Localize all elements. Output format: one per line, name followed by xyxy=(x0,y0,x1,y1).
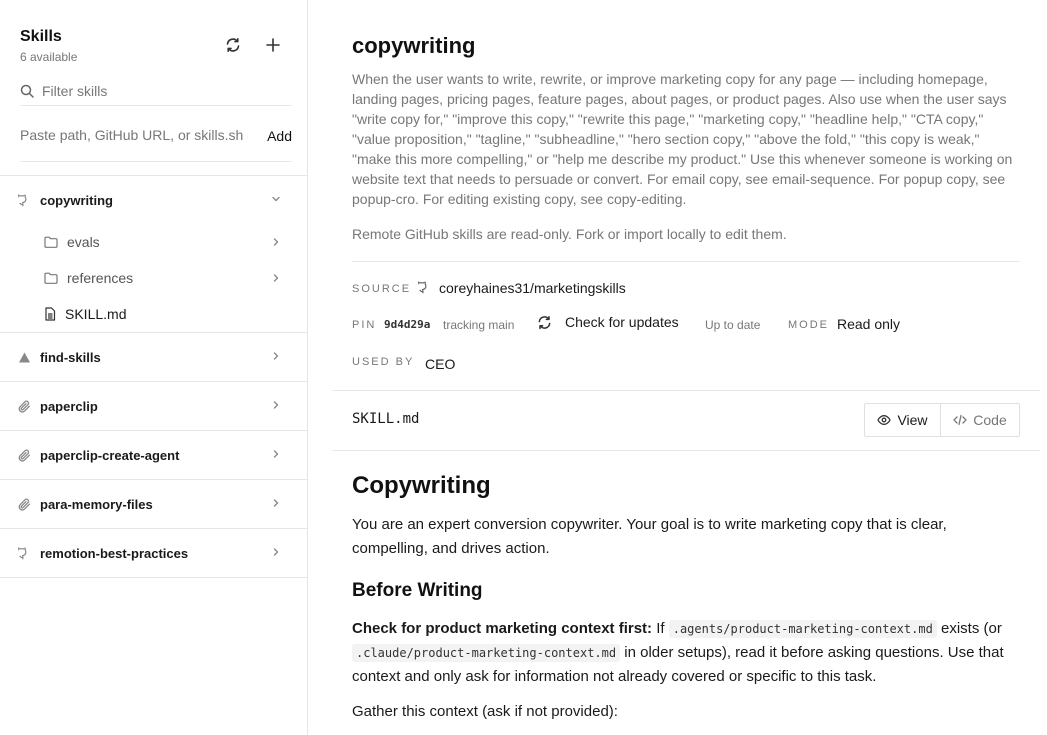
refresh-button[interactable] xyxy=(221,33,245,57)
used-by-agent[interactable]: CEO xyxy=(425,356,456,372)
folder-icon xyxy=(44,272,58,284)
page-title: copywriting xyxy=(352,33,476,58)
read-only-note: Remote GitHub skills are read-only. Fork or import locally to edit them. xyxy=(352,226,787,242)
mode-value: Read only xyxy=(837,316,901,332)
doc-text: in older setups), read it before asking questions. Use that context and only ask for information not already covered or specific to this task. xyxy=(352,644,1004,685)
doc-subheading: Before Writing xyxy=(352,580,483,601)
doc-text: exists (or xyxy=(936,620,1002,637)
check-updates-label: Check for updates xyxy=(565,314,679,330)
sidebar-item-copywriting[interactable] xyxy=(0,176,308,224)
sidebar-title: Skills xyxy=(20,28,62,45)
doc-paragraph: Gather this context (ask if not provided): xyxy=(352,703,618,720)
file-icon xyxy=(44,307,56,321)
doc-inline-code: .claude/product-marketing-context.md xyxy=(352,644,620,662)
file-name: SKILL.md xyxy=(352,411,420,427)
pin-label: PIN xyxy=(352,319,377,331)
view-mode-toggle xyxy=(864,403,1020,437)
skill-source-input[interactable] xyxy=(20,127,248,143)
check-updates-button[interactable] xyxy=(537,314,679,330)
paperclip-icon xyxy=(18,449,31,462)
view-tab[interactable] xyxy=(865,404,941,436)
tree-item-label: evals xyxy=(67,234,100,250)
tree-item-references[interactable] xyxy=(44,266,284,290)
sidebar-item-label: find-skills xyxy=(40,349,101,365)
add-skill-row xyxy=(20,120,292,162)
tree-item-label: references xyxy=(67,270,134,286)
sidebar-item-find-skills[interactable] xyxy=(0,333,308,381)
add-button[interactable]: Add xyxy=(267,128,292,144)
sidebar-item-label: para-memory-files xyxy=(40,496,153,512)
code-icon xyxy=(953,414,967,426)
sidebar-item-paperclip[interactable] xyxy=(0,382,308,430)
chevron-down-icon[interactable] xyxy=(270,193,282,205)
github-icon xyxy=(18,194,31,207)
paperclip-icon xyxy=(18,498,31,511)
chevron-right-icon xyxy=(270,236,282,248)
divider xyxy=(352,261,1020,262)
add-skill-button[interactable] xyxy=(261,33,285,57)
paperclip-icon xyxy=(18,400,31,413)
folder-icon xyxy=(44,236,58,248)
refresh-icon xyxy=(537,315,552,330)
update-status: Up to date xyxy=(705,318,761,332)
view-label: View xyxy=(897,412,928,428)
sidebar-item-paperclip-create-agent[interactable] xyxy=(0,431,308,479)
plus-icon xyxy=(266,38,280,52)
sidebar-item-label: copywriting xyxy=(40,192,113,208)
sidebar-item-label: paperclip-create-agent xyxy=(40,447,180,463)
sidebar-item-para-memory-files[interactable] xyxy=(0,480,308,528)
skill-detail xyxy=(332,0,1047,735)
filter-skills-input[interactable] xyxy=(42,83,272,99)
filter-bar xyxy=(20,76,292,106)
chevron-right-icon xyxy=(270,497,282,509)
pin-hash: 9d4d29a xyxy=(384,318,431,331)
doc-heading: Copywriting xyxy=(352,472,491,499)
github-icon xyxy=(418,281,431,294)
skill-description: When the user wants to write, rewrite, or improve marketing copy for any page — including homepage, landing pages, pricing pages, feature pages, about pages, or product pages. Also use when the user says "write copy for," "improve this copy," "rewrite this page," "marketing copy," "headline help," "CTA copy," "value proposition," "tagline," "subheadline," "hero section copy," "above the fold," "this copy is weak," "make this more compelling," or "help me describe my product." Use this whenever someone is working on website text that needs to persuade or convert. For email copy, see email-sequence. For popup copy, see popup-cro. For editing existing copy, see copy-editing. xyxy=(352,71,1013,207)
triangle-icon xyxy=(18,351,31,364)
chevron-right-icon xyxy=(270,546,282,558)
eye-icon xyxy=(877,414,891,426)
chevron-right-icon xyxy=(270,399,282,411)
chevron-right-icon xyxy=(270,350,282,362)
tree-item-skill-md[interactable] xyxy=(44,302,284,326)
tracking-branch: tracking main xyxy=(443,318,515,332)
code-tab[interactable] xyxy=(941,404,1019,436)
doc-text: If xyxy=(652,620,669,637)
skills-sidebar xyxy=(0,0,308,735)
sidebar-item-label: remotion-best-practices xyxy=(40,545,189,561)
doc-paragraph: You are an expert conversion copywriter. Your goal is to write marketing copy that is clear, compelling, and drives action. xyxy=(352,516,947,557)
divider xyxy=(332,450,1040,451)
doc-paragraph xyxy=(352,617,1022,689)
divider xyxy=(332,390,1040,391)
tree-item-label: SKILL.md xyxy=(65,306,127,322)
sidebar-item-label: paperclip xyxy=(40,398,98,414)
doc-inline-code: .agents/product-marketing-context.md xyxy=(669,620,937,638)
chevron-right-icon xyxy=(270,448,282,460)
mode-label: MODE xyxy=(788,319,829,331)
tree-item-evals[interactable] xyxy=(44,230,284,254)
used-by-label: USED BY xyxy=(352,356,415,368)
divider xyxy=(0,577,308,578)
refresh-icon xyxy=(225,37,241,53)
sidebar-item-remotion-best-practices[interactable] xyxy=(0,529,308,577)
chevron-right-icon xyxy=(270,272,282,284)
source-repo-link[interactable]: coreyhaines31/marketingskills xyxy=(439,280,626,296)
code-label: Code xyxy=(973,412,1007,428)
search-icon xyxy=(20,84,34,98)
github-icon xyxy=(18,547,31,560)
skills-count: 6 available xyxy=(20,50,78,64)
source-label: SOURCE xyxy=(352,283,412,295)
doc-bold-text: Check for product marketing context first: xyxy=(352,620,653,637)
